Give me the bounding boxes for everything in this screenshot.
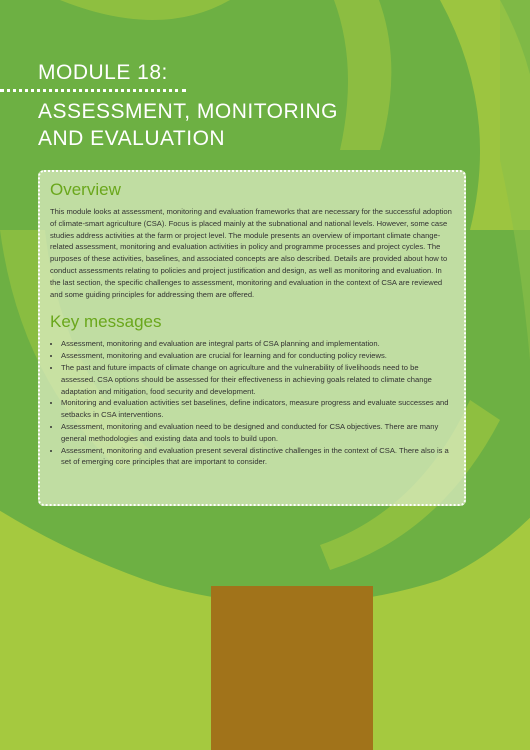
key-messages-heading: Key messages bbox=[50, 312, 162, 332]
module-number: MODULE 18: bbox=[38, 61, 168, 84]
overview-heading: Overview bbox=[50, 180, 121, 199]
content-panel bbox=[38, 170, 466, 506]
key-message-item: • The past and future impacts of climate change on agriculture and the vulnerability of livelihoods need to be assessed. CSA options should be assessed for their effectiveness in achieving goals related to climate change adaptation and mitigation, food security and development. bbox=[61, 362, 454, 397]
module-header bbox=[38, 60, 378, 152]
key-message-item: • Assessment, monitoring and evaluation are integral parts of CSA planning and implementation. bbox=[61, 338, 454, 350]
module-title: ASSESSMENT, MONITORING AND EVALUATION bbox=[38, 100, 338, 150]
key-messages-list bbox=[50, 338, 454, 468]
key-message-item: • Assessment, monitoring and evaluation present several distinctive challenges in the context of CSA. There also is a set of emerging core principles that are important to consider. bbox=[61, 445, 454, 469]
overview-text: This module looks at assessment, monitoring and evaluation frameworks that are necessary for the successful adoption of climate-smart agriculture (CSA). Focus is placed mainly at the subnational and national levels. However, some case studies address activities at the farm or project level. The module presents an overview of important climate change-related assessment, monitoring and evaluation activities in policy and programme processes and project cycles. The purposes of these activities, baselines, and associated concepts are also described. Details are provided about how to conduct assessments relating to policies and project justification and design, as well as monitoring and evaluation. In the last section, the specific challenges to assessment, monitoring and evaluation in the context of CSA are reviewed and some guiding principles for addressing them are offered. bbox=[50, 207, 452, 299]
key-message-item: • Assessment, monitoring and evaluation need to be designed and conducted for CSA objectives. There are many general methodologies and existing data and tools to build upon. bbox=[61, 421, 454, 445]
key-message-item: • Assessment, monitoring and evaluation are crucial for learning and for conducting policy reviews. bbox=[61, 350, 454, 362]
key-message-item: • Monitoring and evaluation activities set baselines, define indicators, measure progress and evaluate successes and setbacks in CSA interventions. bbox=[61, 397, 454, 421]
